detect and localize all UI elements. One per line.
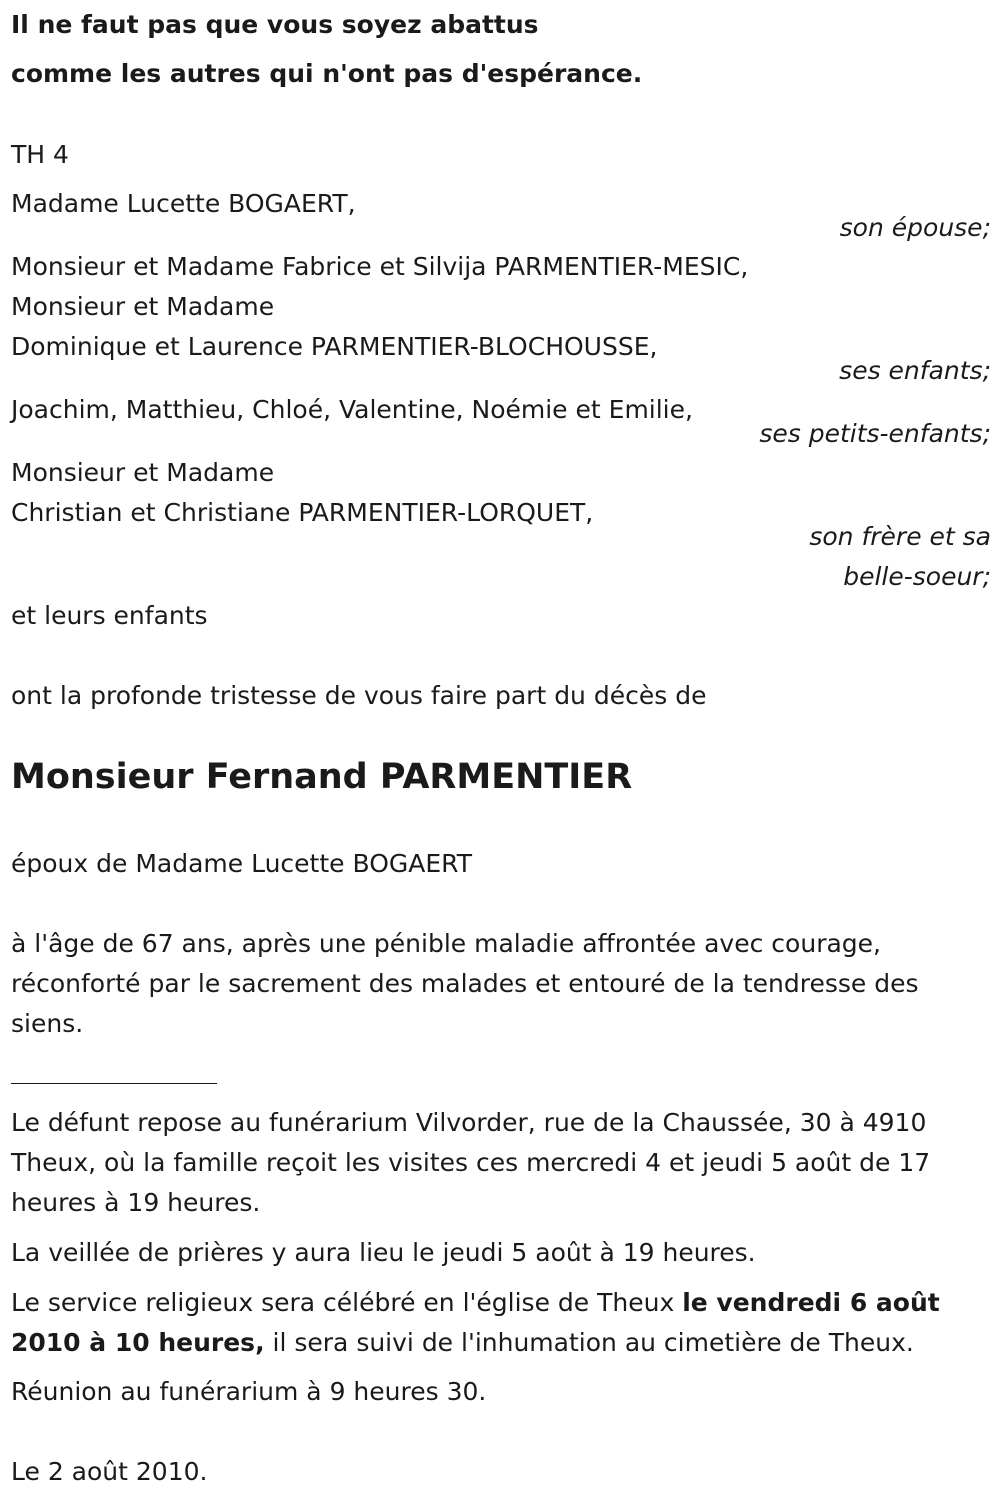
deceased-name: Monsieur Fernand PARMENTIER [11,757,633,797]
sibling-role-line-1: son frère et sa [809,522,991,551]
verse-line-1: Il ne faut pas que vous soyez abattus [11,10,539,39]
sibling-line-1: Monsieur et Madame [11,458,275,487]
verse-line-2: comme les autres qui n'ont pas d'espérance. [11,59,643,88]
service-paragraph [11,1283,991,1363]
vigil-text: La veillée de prières y aura lieu le jeudi 5 août à 19 heures. [11,1238,756,1267]
announcement-text: ont la profonde tristesse de vous faire part du décès de [11,681,707,710]
spouse-name: Madame Lucette BOGAERT, [11,189,356,218]
grandchildren-role: ses petits-enfants; [759,419,991,448]
service-date-time: le vendredi 6 août 2010 à 10 heures, [11,1288,940,1357]
sibling-line-2: Christian et Christiane PARMENTIER-LORQUET, [11,498,594,527]
meeting-text: Réunion au funérarium à 9 heures 30. [11,1377,487,1406]
spouse-role: son épouse; [839,213,991,242]
notice-date: Le 2 août 2010. [11,1457,208,1486]
child-line-1: Monsieur et Madame Fabrice et Silvija PARMENTIER-MESIC, [11,252,749,281]
scripture-reference: TH 4 [11,140,69,169]
service-text-post: il sera suivi de l'inhumation au cimetière de Theux. [264,1328,914,1357]
spouse-of-text: époux de Madame Lucette BOGAERT [11,849,472,878]
circumstances-paragraph: à l'âge de 67 ans, après une pénible maladie affrontée avec courage, réconforté par le sacrement des malades et entouré de la tendresse des siens. [11,929,919,1038]
grandchildren-names: Joachim, Matthieu, Chloé, Valentine, Noémie et Emilie, [11,395,693,424]
child-line-3: Dominique et Laurence PARMENTIER-BLOCHOUSSE, [11,332,658,361]
child-line-2: Monsieur et Madame [11,292,275,321]
rest-paragraph: Le défunt repose au funérarium Vilvorder, rue de la Chaussée, 30 à 4910 Theux, où la famille reçoit les visites ces mercredi 4 et jeudi 5 août de 17 heures à 19 heures. [11,1108,931,1217]
sibling-role-line-2: belle-soeur; [843,562,991,591]
service-text-pre: Le service religieux sera célébré en l'église de Theux [11,1288,683,1317]
separator-rule [11,1083,217,1084]
children-role: ses enfants; [839,356,991,385]
and-their-children: et leurs enfants [11,601,208,630]
